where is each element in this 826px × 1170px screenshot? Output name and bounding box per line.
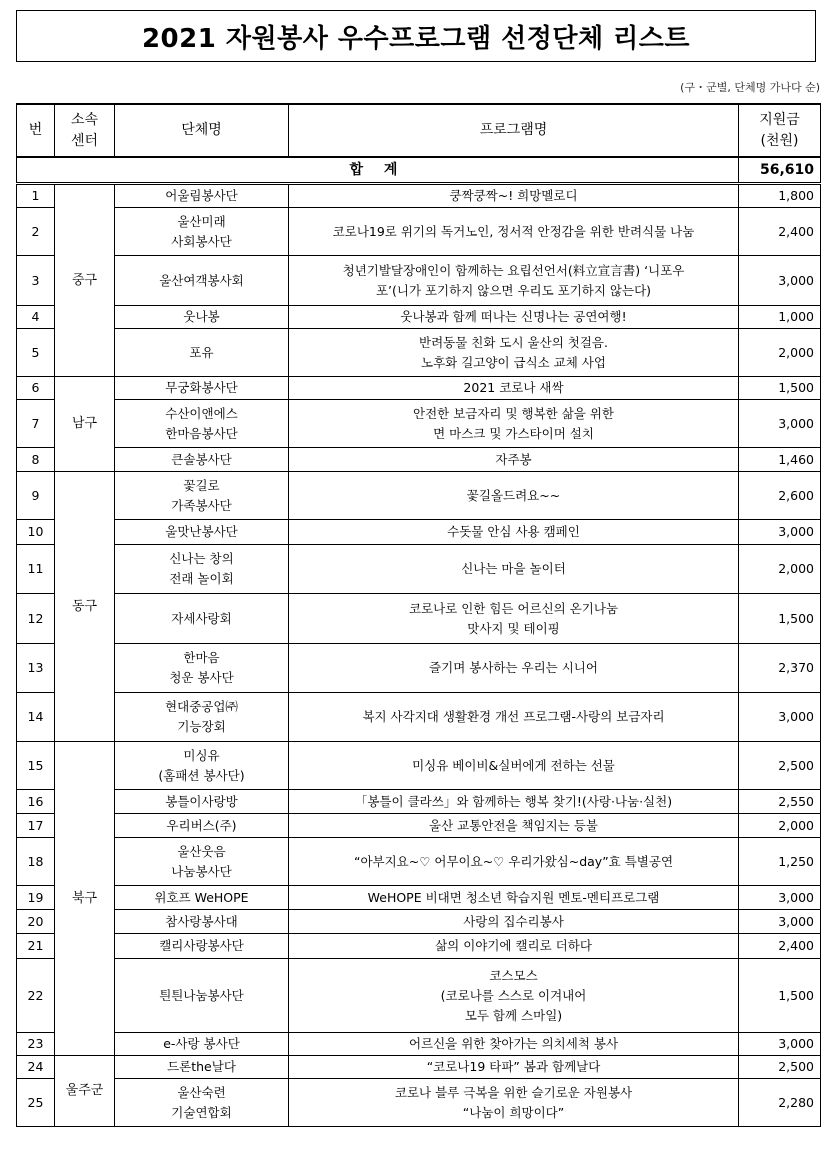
program-name bbox=[289, 644, 739, 693]
table-row bbox=[17, 1056, 821, 1079]
program-name-line: 안전한 보금자리 및 행복한 삶을 위한 bbox=[413, 405, 614, 421]
support-amount: 2,000 bbox=[739, 814, 821, 838]
header-amount-line: 지원금 bbox=[759, 111, 800, 128]
program-name bbox=[289, 400, 739, 448]
org-name-line: 울산여객봉사회 bbox=[159, 272, 244, 288]
org-name-line: 울산미래 bbox=[177, 213, 226, 229]
header-program: 프로그램명 bbox=[289, 104, 739, 157]
program-name bbox=[289, 790, 739, 814]
header-row bbox=[17, 104, 821, 157]
program-name bbox=[289, 256, 739, 306]
table-row bbox=[17, 838, 821, 886]
program-name-line: 울산 교통안전을 책임지는 등불 bbox=[429, 817, 598, 833]
program-name bbox=[289, 934, 739, 959]
center-name: 중구 bbox=[55, 184, 115, 377]
org-name-line: 울맛난봉사단 bbox=[165, 524, 238, 539]
program-name bbox=[289, 377, 739, 400]
support-amount: 3,000 bbox=[739, 400, 821, 448]
row-number: 22 bbox=[17, 959, 55, 1033]
table-row bbox=[17, 594, 821, 644]
program-name-line: 코로나 블루 극복을 위한 슬기로운 자원봉사 bbox=[394, 1084, 633, 1100]
program-name bbox=[289, 520, 739, 545]
support-amount: 1,500 bbox=[739, 594, 821, 644]
row-number: 3 bbox=[17, 256, 55, 306]
org-name-line: 기능장회 bbox=[177, 719, 226, 734]
center-name: 울주군 bbox=[55, 1056, 115, 1127]
org-name-line: 가족봉사단 bbox=[171, 497, 232, 513]
org-name bbox=[115, 693, 289, 742]
program-name-line: 면 마스크 및 가스타이머 설치 bbox=[433, 425, 594, 441]
header-center-line: 센터 bbox=[70, 132, 99, 149]
program-name-line: 코스모스 bbox=[489, 967, 538, 983]
support-amount: 2,600 bbox=[739, 472, 821, 520]
program-name-line: 복지 사각지대 생활환경 개선 프로그램-사랑의 보금자리 bbox=[362, 709, 665, 724]
org-name-line: 우리버스(주) bbox=[166, 817, 237, 833]
program-name bbox=[289, 545, 739, 594]
sort-note: (구・군별, 단체명 가나다 순) bbox=[680, 81, 820, 94]
org-name bbox=[115, 208, 289, 256]
support-amount: 1,500 bbox=[739, 959, 821, 1033]
org-name bbox=[115, 448, 289, 472]
header-amount-line: (천원) bbox=[760, 132, 799, 149]
org-name-line: 틘틘나눔봉사단 bbox=[159, 987, 244, 1003]
program-name bbox=[289, 1056, 739, 1079]
table-row bbox=[17, 790, 821, 814]
org-name-line: (홈패션 봉사단) bbox=[158, 767, 245, 783]
title-box bbox=[16, 10, 816, 62]
table-row bbox=[17, 184, 821, 208]
program-name-line: 사랑의 집수리봉사 bbox=[463, 913, 564, 929]
support-amount: 1,000 bbox=[739, 306, 821, 329]
program-name bbox=[289, 472, 739, 520]
header-center bbox=[55, 104, 115, 157]
row-number: 12 bbox=[17, 594, 55, 644]
program-name-line: 코로나로 인한 힘든 어르신의 온기나눔 bbox=[408, 600, 619, 616]
row-number: 9 bbox=[17, 472, 55, 520]
org-name-line: 웃나봉 bbox=[183, 309, 220, 324]
support-amount: 2,500 bbox=[739, 1056, 821, 1079]
table-row bbox=[17, 306, 821, 329]
support-amount: 2,000 bbox=[739, 329, 821, 377]
support-amount: 1,800 bbox=[739, 184, 821, 208]
row-number: 1 bbox=[17, 184, 55, 208]
row-number: 21 bbox=[17, 934, 55, 959]
program-table bbox=[16, 103, 821, 1127]
support-amount: 3,000 bbox=[739, 1033, 821, 1056]
org-name-line: e-사랑 봉사단 bbox=[163, 1036, 240, 1051]
support-amount: 3,000 bbox=[739, 520, 821, 545]
support-amount: 3,000 bbox=[739, 693, 821, 742]
program-name bbox=[289, 306, 739, 329]
row-number: 6 bbox=[17, 377, 55, 400]
support-amount: 2,400 bbox=[739, 934, 821, 959]
support-amount: 1,250 bbox=[739, 838, 821, 886]
program-name-line: 모두 함께 스마일) bbox=[464, 1007, 563, 1023]
program-name bbox=[289, 959, 739, 1033]
org-name bbox=[115, 644, 289, 693]
org-name-line: 큰솔봉사단 bbox=[171, 451, 232, 467]
program-name-line: 어르신을 위한 찾아가는 의치세척 봉사 bbox=[408, 1036, 619, 1051]
org-name bbox=[115, 184, 289, 208]
org-name-line: 무궁화봉사단 bbox=[165, 380, 238, 395]
header-amount bbox=[739, 104, 821, 157]
support-amount: 2,000 bbox=[739, 545, 821, 594]
table-row bbox=[17, 256, 821, 306]
center-name: 남구 bbox=[55, 377, 115, 472]
program-name-line: 2021 코로나 새싹 bbox=[463, 380, 564, 395]
org-name-line: 포유 bbox=[189, 344, 214, 360]
program-name-line: 미싱유 베이비&실버에게 전하는 선물 bbox=[412, 757, 615, 773]
program-name-line: 자주봉 bbox=[495, 451, 532, 467]
program-name-line: (코로나를 스스로 이겨내어 bbox=[440, 987, 587, 1003]
program-name bbox=[289, 910, 739, 934]
support-amount: 2,400 bbox=[739, 208, 821, 256]
table-row bbox=[17, 886, 821, 910]
table-row bbox=[17, 1033, 821, 1056]
table-row bbox=[17, 1079, 821, 1127]
row-number: 7 bbox=[17, 400, 55, 448]
org-name bbox=[115, 545, 289, 594]
total-row bbox=[17, 157, 821, 184]
org-name-line: 봉틀이사랑방 bbox=[165, 793, 238, 809]
header-center-line: 소속 bbox=[70, 111, 99, 128]
org-name bbox=[115, 400, 289, 448]
row-number: 8 bbox=[17, 448, 55, 472]
org-name-line: 울산숙련 bbox=[177, 1084, 226, 1100]
org-name-line: 사회봉사단 bbox=[171, 233, 232, 249]
org-name-line: 미싱유 bbox=[183, 747, 220, 763]
org-name-line: 한마음봉사단 bbox=[165, 425, 238, 441]
row-number: 24 bbox=[17, 1056, 55, 1079]
center-name: 동구 bbox=[55, 472, 115, 742]
support-amount: 2,280 bbox=[739, 1079, 821, 1127]
support-amount: 2,500 bbox=[739, 742, 821, 790]
row-number: 23 bbox=[17, 1033, 55, 1056]
table-row bbox=[17, 934, 821, 959]
program-name-line: 「봉틀이 클라쓰」와 함께하는 행복 찾기!(사랑·나눔·실천) bbox=[354, 793, 673, 809]
program-name-line: “나눔이 희망이다” bbox=[462, 1104, 565, 1120]
table-row bbox=[17, 814, 821, 838]
program-name-line: 신나는 마을 놀이터 bbox=[461, 561, 566, 576]
row-number: 2 bbox=[17, 208, 55, 256]
support-amount: 2,550 bbox=[739, 790, 821, 814]
org-name-line: 자세사랑회 bbox=[171, 610, 232, 626]
program-name-line: 쿵짝쿵짝~! 희망멜로디 bbox=[449, 188, 578, 203]
org-name bbox=[115, 886, 289, 910]
org-name bbox=[115, 594, 289, 644]
org-name-line: 위호프 WeHOPE bbox=[154, 889, 249, 905]
org-name bbox=[115, 520, 289, 545]
org-name-line: 청운 봉사단 bbox=[169, 670, 234, 685]
org-name bbox=[115, 934, 289, 959]
program-name bbox=[289, 448, 739, 472]
table-row bbox=[17, 472, 821, 520]
row-number: 16 bbox=[17, 790, 55, 814]
row-number: 17 bbox=[17, 814, 55, 838]
org-name-line: 참사랑봉사대 bbox=[165, 913, 238, 929]
program-name bbox=[289, 838, 739, 886]
table-row bbox=[17, 377, 821, 400]
table-row bbox=[17, 742, 821, 790]
row-number: 14 bbox=[17, 693, 55, 742]
org-name-line: 수산이앤에스 bbox=[165, 405, 238, 421]
program-name-line: 반려동물 친화 도시 울산의 첫걸음. bbox=[419, 334, 608, 350]
org-name bbox=[115, 790, 289, 814]
org-name bbox=[115, 306, 289, 329]
row-number: 13 bbox=[17, 644, 55, 693]
org-name bbox=[115, 1079, 289, 1127]
org-name-line: 울산웃음 bbox=[177, 843, 226, 859]
program-name-line: 웃나봉과 함께 떠나는 신명나는 공연여행! bbox=[400, 309, 627, 324]
page-title: 2021 자원봉사 우수프로그램 선정단체 리스트 bbox=[141, 23, 691, 54]
org-name bbox=[115, 1033, 289, 1056]
program-name-line: 포’(니가 포기하지 않으면 우리도 포기하지 않는다) bbox=[375, 282, 652, 298]
table-row bbox=[17, 644, 821, 693]
table-row bbox=[17, 545, 821, 594]
program-name-line: 맛사지 및 테이핑 bbox=[467, 620, 560, 636]
header-num: 번 bbox=[17, 104, 55, 157]
org-name bbox=[115, 814, 289, 838]
program-name-line: 코로나19로 위기의 독거노인, 정서적 안정감을 위한 반려식물 나눔 bbox=[332, 223, 695, 239]
program-name-line: 삶의 이야기에 캘리로 더하다 bbox=[435, 938, 592, 953]
support-amount: 1,460 bbox=[739, 448, 821, 472]
row-number: 25 bbox=[17, 1079, 55, 1127]
org-name bbox=[115, 838, 289, 886]
program-name bbox=[289, 1079, 739, 1127]
row-number: 15 bbox=[17, 742, 55, 790]
row-number: 10 bbox=[17, 520, 55, 545]
org-name-line: 꽃길로 bbox=[183, 477, 220, 493]
total-amount: 56,610 bbox=[739, 157, 821, 184]
program-name-line: “코로나19 타파” 봄과 함께날다 bbox=[426, 1059, 601, 1074]
org-name-line: 한마음 bbox=[183, 650, 220, 665]
program-name-line: “아부지요~♡ 어무이요~♡ 우리가왔심~day”효 특별공연 bbox=[353, 853, 674, 869]
table-row bbox=[17, 400, 821, 448]
program-name-line: WeHOPE 비대면 청소년 학습지원 멘토-멘티프로그램 bbox=[367, 889, 660, 905]
program-name-line: 청년기발달장애인이 함께하는 요립선언서(料立宣言書) ‘니포우 bbox=[342, 262, 685, 278]
program-name-line: 수돗물 안심 사용 캠페인 bbox=[447, 524, 580, 539]
row-number: 11 bbox=[17, 545, 55, 594]
program-name-line: 노후화 길고양이 급식소 교체 사업 bbox=[421, 354, 606, 370]
org-name-line: 기술연합회 bbox=[171, 1104, 232, 1120]
org-name bbox=[115, 256, 289, 306]
table-row bbox=[17, 329, 821, 377]
table-row bbox=[17, 910, 821, 934]
program-name bbox=[289, 594, 739, 644]
support-amount: 3,000 bbox=[739, 886, 821, 910]
program-name bbox=[289, 742, 739, 790]
program-name bbox=[289, 329, 739, 377]
program-name bbox=[289, 693, 739, 742]
org-name-line: 드론the날다 bbox=[167, 1059, 236, 1074]
org-name bbox=[115, 1056, 289, 1079]
table-row bbox=[17, 208, 821, 256]
support-amount: 3,000 bbox=[739, 910, 821, 934]
org-name bbox=[115, 472, 289, 520]
row-number: 19 bbox=[17, 886, 55, 910]
row-number: 4 bbox=[17, 306, 55, 329]
row-number: 20 bbox=[17, 910, 55, 934]
program-name bbox=[289, 886, 739, 910]
program-name-line: 꽃길올드려요~~ bbox=[466, 487, 561, 503]
table-row bbox=[17, 693, 821, 742]
program-name bbox=[289, 1033, 739, 1056]
table-row bbox=[17, 520, 821, 545]
org-name-line: 어울림봉사단 bbox=[165, 188, 238, 203]
program-name bbox=[289, 814, 739, 838]
org-name-line: 캘리사랑봉사단 bbox=[159, 938, 244, 953]
program-name-line: 즐기며 봉사하는 우리는 시니어 bbox=[429, 660, 598, 675]
org-name bbox=[115, 959, 289, 1033]
org-name-line: 신나는 창의 bbox=[169, 551, 234, 566]
table-body bbox=[17, 157, 821, 1127]
org-name bbox=[115, 910, 289, 934]
program-name bbox=[289, 184, 739, 208]
support-amount: 1,500 bbox=[739, 377, 821, 400]
row-number: 18 bbox=[17, 838, 55, 886]
total-label: 합 계 bbox=[17, 157, 739, 184]
org-name bbox=[115, 329, 289, 377]
org-name-line: 나눔봉사단 bbox=[171, 863, 232, 879]
support-amount: 2,370 bbox=[739, 644, 821, 693]
org-name-line: 현대중공업㈜ bbox=[165, 699, 238, 714]
center-name: 북구 bbox=[55, 742, 115, 1056]
support-amount: 3,000 bbox=[739, 256, 821, 306]
table-row bbox=[17, 448, 821, 472]
header-org: 단체명 bbox=[115, 104, 289, 157]
row-number: 5 bbox=[17, 329, 55, 377]
org-name bbox=[115, 742, 289, 790]
table-row bbox=[17, 959, 821, 1033]
org-name-line: 전래 놀이회 bbox=[169, 571, 234, 586]
org-name bbox=[115, 377, 289, 400]
program-name bbox=[289, 208, 739, 256]
